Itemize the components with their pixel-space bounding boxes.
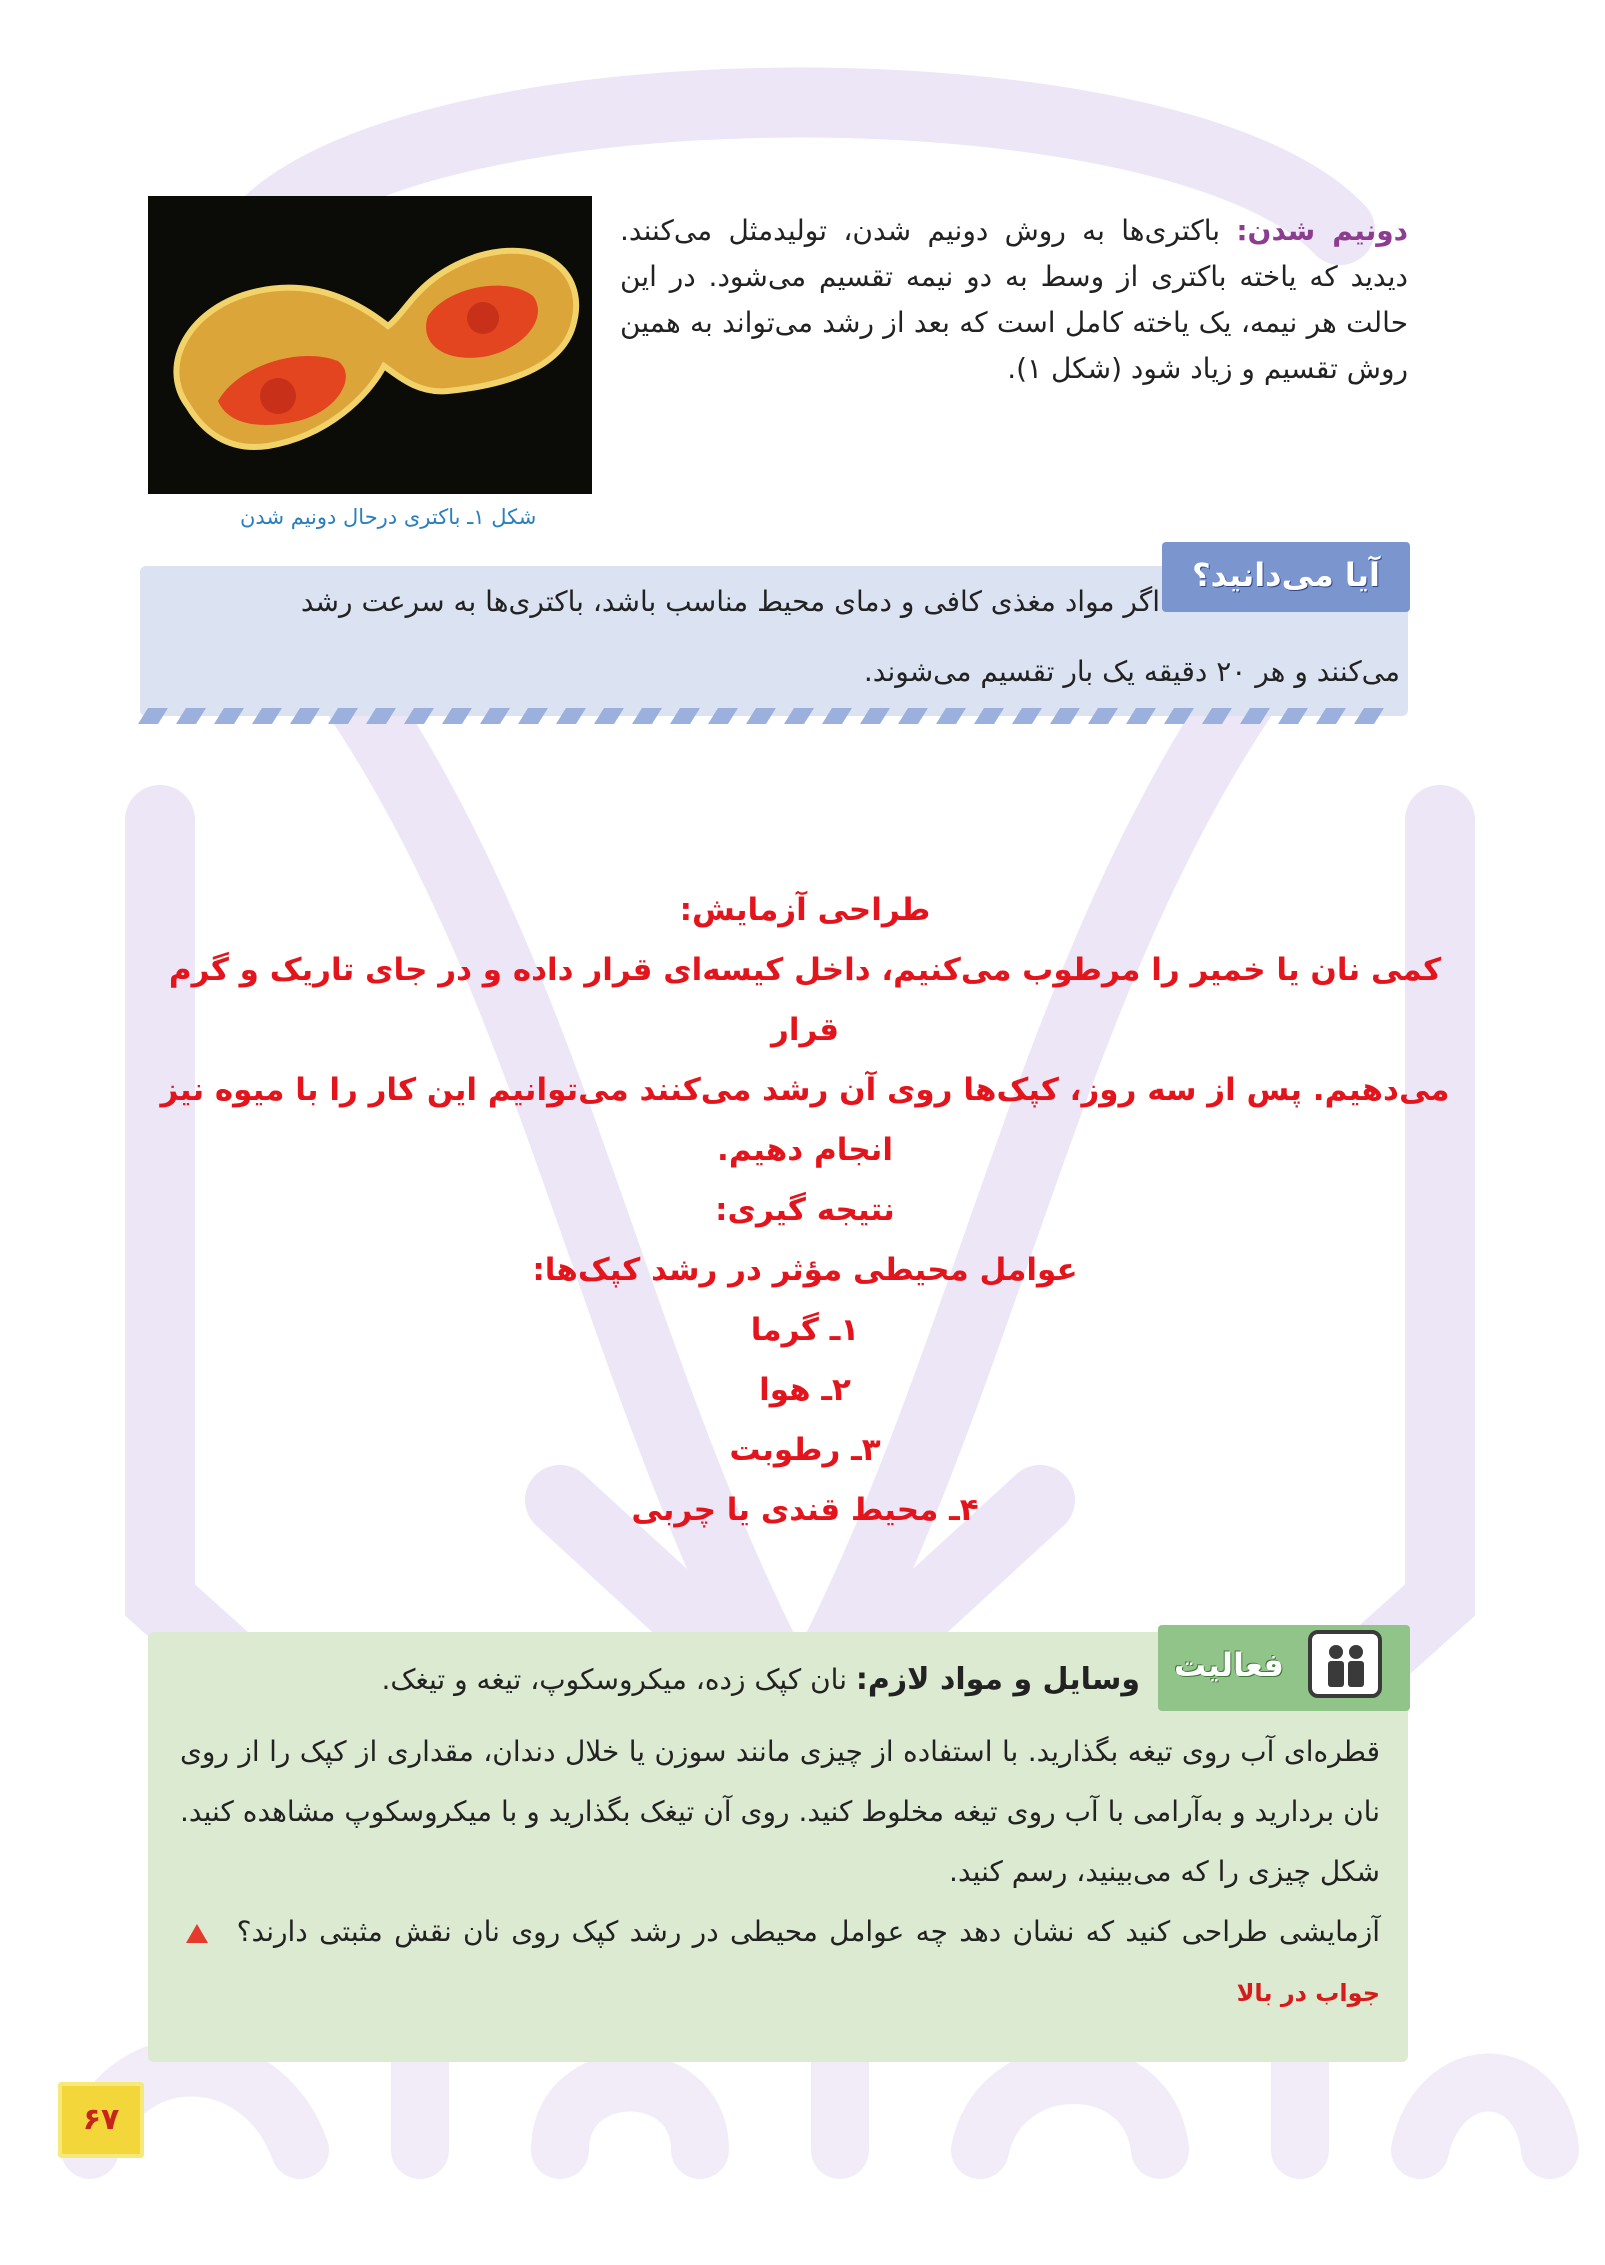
factor-item: ۲ـ هوا — [759, 1372, 851, 1408]
activity-paragraph-2 — [180, 1902, 1380, 2023]
materials-line — [260, 1658, 1140, 1702]
activity-question: آزمایشی طراحی کنید که نشان دهد چه عوامل محیطی در رشد کپک روی نان نقش مثبتی دارند؟ — [236, 1915, 1380, 1948]
materials-label: وسایل و مواد لازم: — [855, 1662, 1140, 1697]
factor-item: ۱ـ گرما — [750, 1312, 860, 1348]
bacteria-dividing-photo — [148, 196, 592, 494]
people-icon — [1306, 1628, 1384, 1700]
design-line-2: می‌دهیم. پس از سه روز، کپک‌ها روی آن رشد می‌کنند می‌توانیم این کار را با میوه نیز — [160, 1072, 1450, 1108]
materials-text: نان کپک زده، میکروسکوپ، تیغه و تیغک. — [381, 1663, 856, 1696]
triangle-icon — [186, 1924, 208, 1943]
did-you-know-title: آیا می‌دانید؟ — [1162, 542, 1410, 612]
design-line-3: انجام دهیم. — [717, 1132, 893, 1168]
intro-text: باکتری‌ها به روش دونیم شدن، تولیدمثل می‌کنند. دیدید که یاخته باکتری از وسط به دو نیمه تقسیم می‌شود. در این حالت هر نیمه، یک یاخته کامل است که بعد از رشد می‌تواند به همین روش تقسیم و زیاد شود (شکل ۱). — [620, 214, 1408, 385]
factors-heading: عوامل محیطی مؤثر در رشد کپک‌ها: — [532, 1252, 1078, 1288]
dashed-border — [138, 708, 1410, 724]
result-heading: نتیجه گیری: — [715, 1192, 895, 1228]
activity-body — [180, 1722, 1380, 2023]
activity-paragraph-1: قطره‌ای آب روی تیغه بگذارید. با استفاده از چیزی مانند سوزن یا خلال دندان، مقداری از کپک را از روی نان بردارید و به‌آرامی با آب روی تیغه مخلوط کنید. روی آن تیغک بگذارید و با میکروسکوپ مشاهده کنید. شکل چیزی را که می‌بینید، رسم کنید. — [180, 1735, 1380, 1888]
did-you-know-line1: اگر مواد مغذی کافی و دمای محیط مناسب باشد، باکتری‌ها به سرعت رشد — [300, 585, 1160, 618]
factor-item: ۴ـ محیط قندی یا چربی — [631, 1492, 979, 1528]
design-heading: طراحی آزمایش: — [679, 892, 931, 928]
activity-title: فعالیت — [1174, 1646, 1284, 1684]
answer-block — [160, 880, 1450, 1540]
intro-paragraph — [620, 208, 1408, 392]
factor-item: ۳ـ رطوبت — [729, 1432, 881, 1468]
did-you-know-line2: می‌کنند و هر ۲۰ دقیقه یک بار تقسیم می‌شوند. — [863, 655, 1400, 688]
design-line-1: کمی نان یا خمیر را مرطوب می‌کنیم، داخل کیسه‌ای قرار داده و در جای تاریک و گرم قرار — [168, 952, 1442, 1048]
intro-keyword: دونیم شدن: — [1236, 214, 1408, 247]
figure-caption: شکل ۱ـ باکتری درحال دونیم شدن — [240, 505, 537, 529]
answer-link[interactable]: جواب در بالا — [1236, 1979, 1380, 2007]
page-number: ۶۷ — [58, 2082, 144, 2158]
